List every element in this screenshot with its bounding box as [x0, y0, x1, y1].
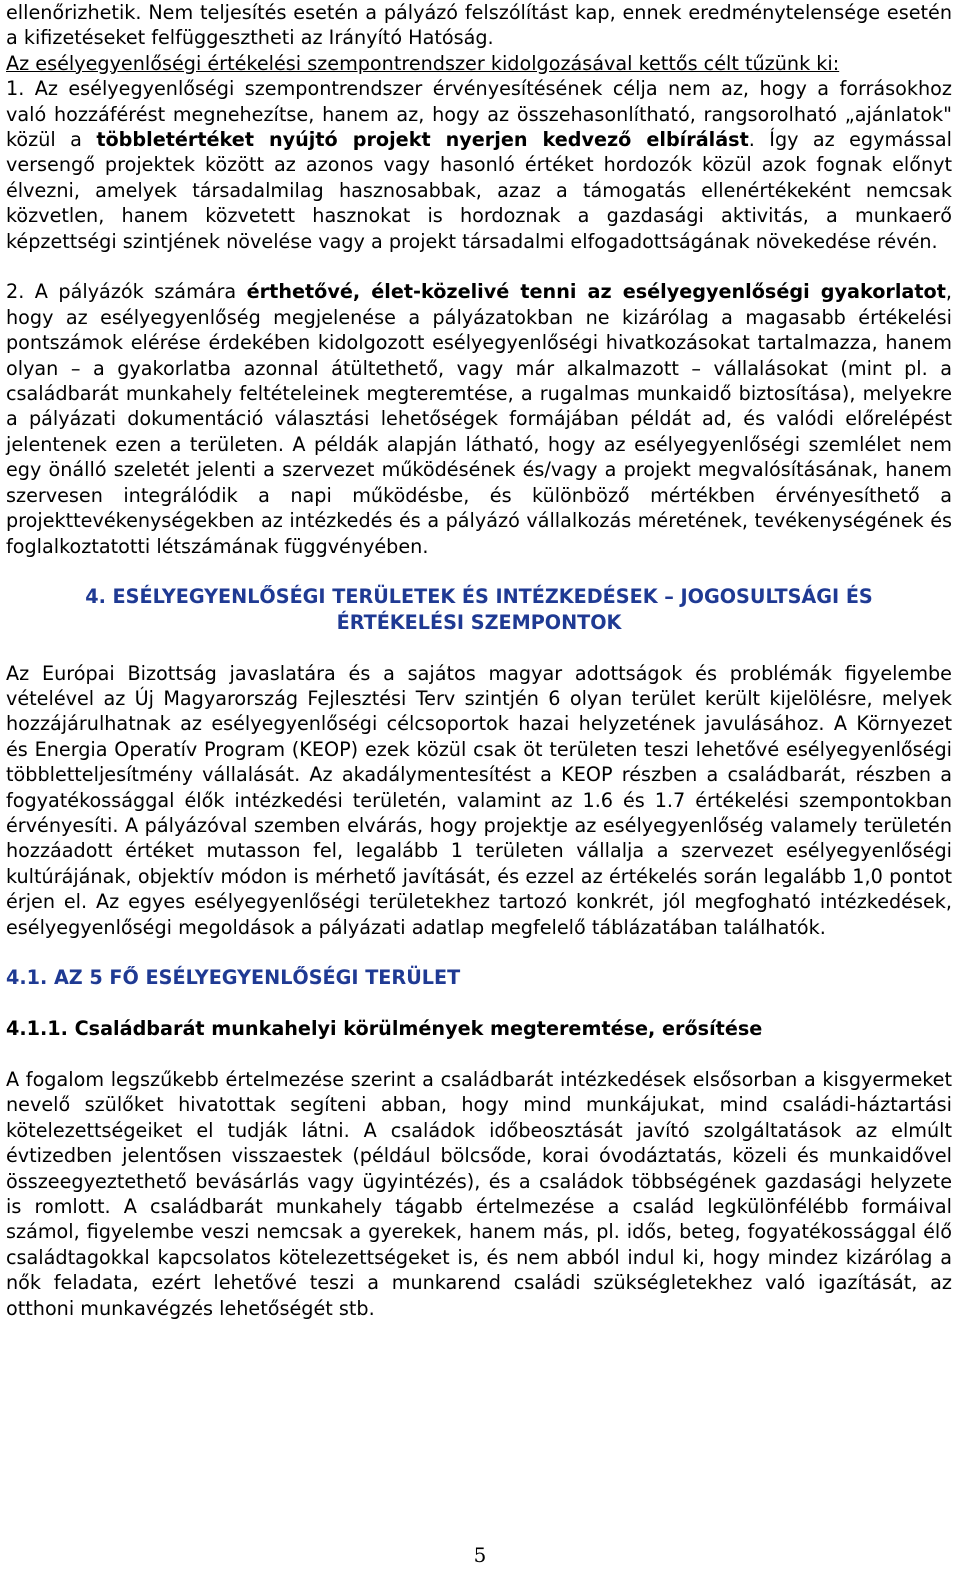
point-1-text-b: . Így az egymással versengő projektek között az azonos vagy hasonló értéket hordozók közül azok fognak előnyt élvezni, amelyek társadalmilag hasznosabbak, azaz a támogatás ellenértékeként nemcsak közvetlen, hanem közvetett hasznokat is hordoznak a gazdasági aktivitás, a munkaerő képzettségi szintjének növelése vagy a projekt társadalmi elfogadottságának növekedése révén. [6, 128, 952, 253]
point-1-text-a: 1. Az esélyegyenlőségi szempontrendszer érvényesítésének célja nem az, hogy a forrásokhoz való hozzáférést megnehezítse, hanem az, hogy az összehasonlítható, rangsorolható „ajánlatok" közül a [6, 77, 952, 152]
point-1-bold: többletértéket nyújtó projekt nyerjen kedvező elbírálást [96, 128, 749, 152]
section-4-heading: 4. ESÉLYEGYENLŐSÉGI TERÜLETEK ÉS INTÉZKEDÉSEK – JOGOSULTSÁGI ÉS ÉRTÉKELÉSI SZEMPONTOK [85, 585, 873, 634]
section-4-1-heading: 4.1. AZ 5 FŐ ESÉLYEGYENLŐSÉGI TERÜLET [6, 966, 461, 990]
point-2-paragraph [6, 279, 952, 558]
point-1-paragraph [6, 76, 952, 254]
section-4-1-1-body: A fogalom legszűkebb értelmezése szerint a családbarát intézkedések elsősorban a kisgyermeket nevelő szülőket hivatottak segíteni abban, hogy mind munkájukat, mind családi-háztartási kötelezettségeiket el tudják látni. A családok időbeosztását javító szolgáltatások az elmúlt évtizedben jelentősen visszaestek (például bölcsőde, korai óvodáztatás, közeli és munkaidővel összeegyeztethető bevásárlás vagy ügyintézés), és a családok többségének gazdasági helyzete is romlott. A családbarát munkahely tágabb értelmezése a család legkülönfélébb formáival számol, figyelembe veszi nemcsak a gyerekek, hanem más, pl. idős, beteg, fogyatékossággal élő családtagokkal kapcsolatos kötelezettségeket is, és nem abból indul ki, hogy mindez kizárólag a nők feladata, ezért lehetővé teszi a munkarend családi szükségletekhez való igazítását, az otthoni munkavégzés lehetőségét stb. [6, 1067, 952, 1320]
point-2-text-b: , hogy az esélyegyenlőség megjelenése a pályázatokban ne kizárólag a magasabb értékelési pontszámok elérése érdekében kidolgozott esélyegyenlőségi hivatkozásokat tartalmazza, hanem olyan – a gyakorlatba azonnal átültethető, vagy már alkalmazott – vállalásokat (mint pl. a családbarát munkahely feltételeinek megteremtése, a rugalmas munkaidő biztosítása), melyekre a pályázati dokumentáció választási lehetőségek formájában példát ad, és valódi előrelépést jelentenek ezen a területen. A példák alapján látható, hogy az esélyegyenlőségi szemlélet nem egy önálló szeletét jelenti a szervezet működésének és/vagy a projekt megvalósításának, hanem szervesen integrálódik a napi működésbe, és különböző mértékben érvényesíthető a projekttevékenységekben az intézkedés és a pályázó vállalkozás méretének, tevékenységének és foglalkoztatotti létszámának függvényében. [6, 280, 952, 558]
page-number: 5 [473, 1543, 487, 1567]
point-2-bold: érthetővé, élet-közelivé tenni az esélyegyenlőségi gyakorlatot [246, 280, 946, 304]
section-4-1-1-heading: 4.1.1. Családbarát munkahelyi körülmények megteremtése, erősítése [6, 1017, 763, 1041]
point-2-text-a: 2. A pályázók számára [6, 280, 247, 304]
intro-paragraph: ellenőrizhetik. Nem teljesítés esetén a pályázó felszólítást kap, ennek eredménytelensége esetén a kifizetéseket felfüggesztheti az Irányító Hatóság. [6, 1, 952, 50]
goal-statement: Az esélyegyenlőségi értékelési szempontrendszer kidolgozásával kettős célt tűzünk ki: [6, 51, 840, 75]
section-4-body: Az Európai Bizottság javaslatára és a sajátos magyar adottságok és problémák figyelembe vételével az Új Magyarország Fejlesztési Terv szintjén 6 olyan terület került kijelölésre, melyek hozzájárulhatnak az esélyegyenlőségi célcsoportok hazai helyzetének javulásához. A Környezet és Energia Operatív Program (KEOP) ezek közül csak öt területen teszi lehetővé esélyegyenlőségi többletteljesítmény vállalását. Az akadálymentesítést a KEOP részben a családbarát, részben a fogyatékossággal élők intézkedési területén, valamint az 1.6 és 1.7 értékelési szempontokban érvényesíti. A pályázóval szemben elvárás, hogy projektje az esélyegyenlőség valamely területén hozzáadott értéket mutasson fel, legalább 1 területen vállalja a szervezet esélyegyenlőségi kultúrájának, objektív módon is mérhető javítását, és ezzel az értékelés során legalább 1,0 pontot érjen el. Az egyes esélyegyenlőségi területekhez tartozó konkrét, jól megfogható intézkedések, esélyegyenlőségi megoldások a pályázati adatlap megfelelő táblázatában találhatók. [6, 661, 952, 939]
document-page [6, 0, 952, 1321]
